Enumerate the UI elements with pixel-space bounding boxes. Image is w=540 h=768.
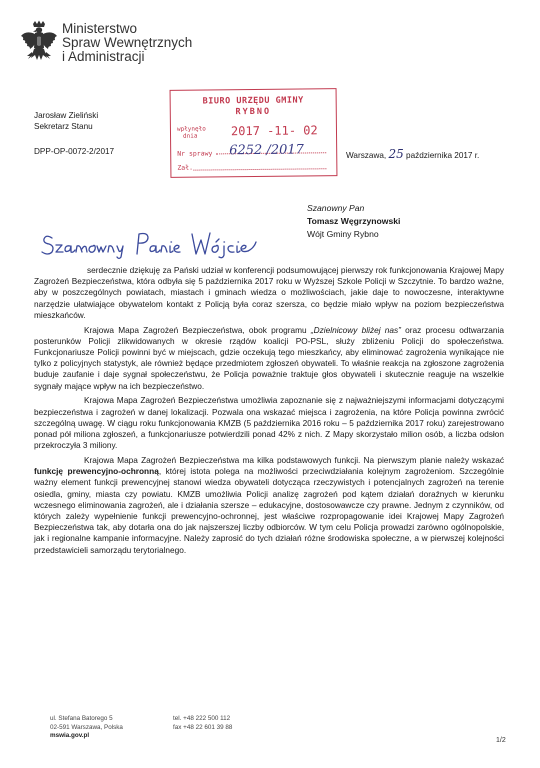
- footer-address: [50, 715, 123, 741]
- place-date-prefix: Warszawa,: [346, 151, 387, 160]
- paragraph-1: serdecznie dziękuję za Pański udział w konferencji podsumowującej pierwszy rok funkcjonowania Krajowej Mapy Zagrożeń Bezpieczeństwa, która odbyła się 5 października 2017 roku w Wyższej Szkole Policji w Szczytnie. To bardzo ważne, aby w poszczególnych powiatach, miastach i gminach wiedza o możliwościach, jakie daje to nowoczesne, interaktywne narzędzie ułatwiające obywatelom kontakt z Policją była coraz szersza, co będzie miało wpływ na poziom bezpieczeństwa mieszkańców.: [34, 265, 504, 320]
- stamp-received-label: [177, 126, 206, 139]
- addressee-position: Wójt Gminy Rybno: [307, 229, 379, 239]
- ministry-line-3: i Administracji: [62, 49, 145, 64]
- ministry-line-2: Spraw Wewnętrznych: [62, 35, 193, 50]
- page-number: 1/2: [496, 737, 506, 744]
- place-date-suffix: października 2017 r.: [406, 151, 480, 160]
- stamp-case-label: Nr sprawy: [177, 149, 213, 158]
- sender-name: Jarosław Zieliński: [34, 111, 99, 120]
- stamp-attachments-label: Zał.: [177, 163, 194, 172]
- stamp-received-date: 2017 -11- 02: [230, 123, 318, 139]
- handwritten-salutation: [40, 228, 280, 260]
- ministry-name: [62, 22, 192, 64]
- stamp-received-label-1: wpłynęło: [176, 125, 206, 133]
- ministry-line-1: Ministerstwo: [62, 21, 138, 36]
- sender-title: Sekretarz Stanu: [34, 122, 93, 131]
- place-date-day: 25: [388, 147, 404, 161]
- paragraph-4: [34, 455, 504, 556]
- paragraph-2-program-name: „Dzielnicowy bliżej nas”: [310, 324, 401, 335]
- footer-website-link[interactable]: mswia.gov.pl: [50, 732, 90, 740]
- stamp-office: BIURO URZĘDU GMINY: [202, 95, 304, 107]
- paragraph-2-text-a: Krajowa Mapa Zagrożeń Bezpieczeństwa, obok programu: [84, 324, 311, 335]
- stamp-received-label-2: dnia: [182, 132, 198, 140]
- paragraph-2-text-b: oraz procesu odtwarzania posterunków Policji zlikwidowanych w okresie rządów koalicji PO-PSL, służy zbliżeniu Policji do społeczeństwa. Funkcjonariusze Policji powinni być w miejscach, gdzie oczekują tego mieszkańcy, aby eliminować zagrożenia wynikające nie tylko z policyjnych statystyk, ale również będące przedmiotem zgłoszeń obywateli. To właśnie reakcja na zgłoszone zagrożenia buduje zaufanie i daje sygnał społeczeństwu, że Policja poważnie traktuje głos obywateli i skutecznie reaguje na wszelkie sygnały mające wpływ na ich bezpieczeństwo.: [34, 324, 504, 391]
- paragraph-4-text-a: Krajowa Mapa Zagrożeń Bezpieczeństwa ma kilka podstawowych funkcji. Na pierwszym planie należy wskazać: [84, 455, 504, 466]
- footer-fax: fax +48 22 601 39 88: [173, 723, 233, 731]
- letter-body: [34, 265, 504, 559]
- stamp-case-number: 6252 /2017: [229, 142, 304, 159]
- footer-phone: tel. +48 222 500 112: [173, 715, 231, 722]
- addressee-name: Tomasz Węgrzynowski: [307, 216, 401, 226]
- polish-eagle-icon: [20, 20, 58, 78]
- stamp-attachments-line: [193, 168, 326, 170]
- addressee-block: [307, 202, 400, 241]
- paragraph-4-emphasis: funkcję prewencyjno-ochronną: [34, 466, 159, 477]
- paragraph-3: Krajowa Mapa Zagrożeń Bezpieczeństwa umożliwia zapoznanie się z najważniejszymi informacjami dotyczącymi bezpieczeństwa i zagrożeń w danej lokalizacji. Pozwala ona wskazać miejsca i zagrożenia, na które Policja powinna zwrócić szczególną uwagę. W ciągu roku funkcjonowania KMZB (5 października 2016 roku – 5 października 2017 roku) zarejestrowano ponad pół miliona zgłoszeń, a funkcjonariusze potwierdzili ponad 42% z nich. Z Mapy skorzystało milion osób, a liczba odsłon przekroczyła 3 miliony.: [34, 395, 504, 451]
- received-stamp: [170, 88, 338, 178]
- place-date: [346, 147, 479, 161]
- sender-block: [34, 110, 98, 132]
- addressee-salutation: Szanowny Pan: [307, 203, 365, 213]
- paragraph-2: [34, 325, 504, 392]
- paragraph-4-text-b: , której istota polega na możliwości przeciwdziałania kolejnym zagrożeniom. Szczególnie ważny element funkcji prewencyjnej stanowi wiedza obywateli dotycząca rzeczywistych i potencjalnych zagrożeń na terenie osiedla, gminy, miasta czy powiatu. KMZB umożliwia Policji analizę zagrożeń pod kątem działań doraźnych w kierunku wczesnego eliminowania zagrożeń, ale i działania szersze – edukacyjne, dostosowawcze czy prawne. Jednym z czynników, od których zależy wypełnienie funkcji prewencyjno-ochronnej, jest właściwe rozpropagowanie idei Krajowej Mapy Zagrożeń Bezpieczeństwa tak, aby dotarła ona do jak najszerszej liczby odbiorców. W tym celu Policja prowadzi zarówno ogólnopolskie, jak i regionalne kampanie informacyjne. Należy zaprosić do tych działań różne środowiska społeczne, a w pierwszej kolejności przedstawicieli samorządu terytorialnego.: [34, 466, 504, 555]
- stamp-town: RYBNO: [235, 106, 272, 118]
- footer-contact: [173, 715, 232, 732]
- footer-city: 02-591 Warszawa, Polska: [50, 723, 123, 731]
- reference-number: DPP-OP-0072-2/2017: [34, 147, 115, 156]
- footer-street: ul. Stefana Batorego 5: [50, 715, 113, 722]
